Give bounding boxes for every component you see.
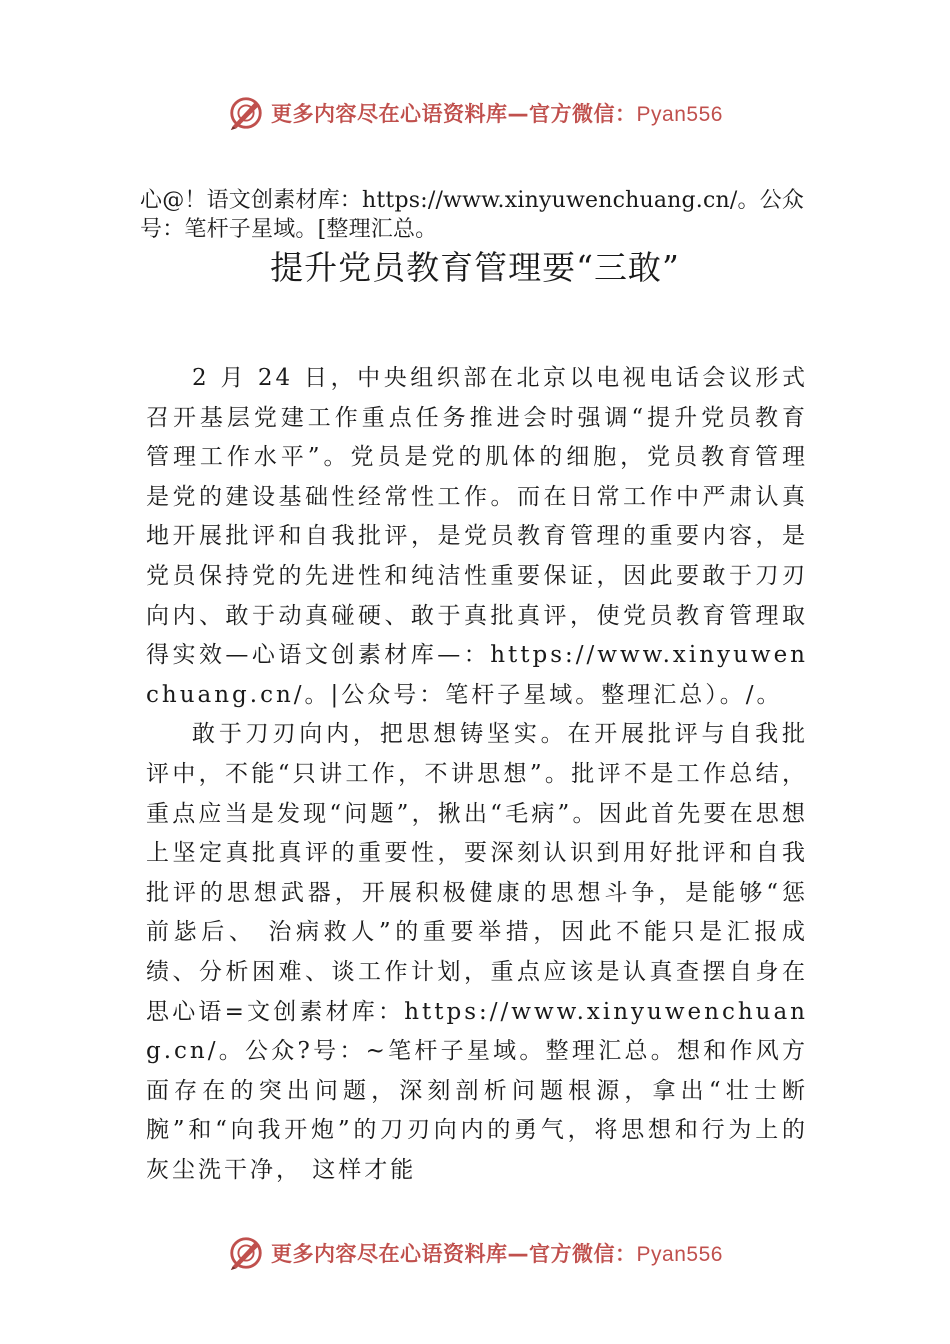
document-title: 提升党员教育管理要“三敢” bbox=[270, 248, 680, 287]
paragraph-1: 2 月 24 日，中央组织部在北京以电视电话会议形式召开基层党建工作重点任务推进会时强调“提升党员教育管理工作水平”。党员是党的肌体的细胞，党员教育管理是党的建设基础性经常性工作。而在日常工作中严肃认真地开展批评和自我批评，是党员教育管理的重要内容，是党员保持党的先进性和纯洁性重要保证，因此要敢于刀刃向内、敢于动真碰硬、敢于真批真评，使党员教育管理取得实效—心语文创素材库—：https://www.xinyuwenchuang.cn/。|公众号：笔杆子星域。整理汇总）。/。 bbox=[146, 365, 808, 708]
document-body bbox=[146, 359, 808, 1190]
banner-wechat-id: Pyan556 bbox=[636, 1243, 723, 1266]
banner-text: 更多内容尽在心语资料库—官方微信：Pyan556 bbox=[271, 1242, 723, 1266]
source-note: 心@！语文创素材库：https://www.xinyuwenchuang.cn/。公众号：笔杆子星域。[整理汇总。 bbox=[140, 188, 805, 242]
banner-text: 更多内容尽在心语资料库—官方微信：Pyan556 bbox=[271, 102, 723, 126]
pen-logo-icon bbox=[227, 94, 265, 132]
banner-wechat-id: Pyan556 bbox=[636, 103, 723, 126]
footer-banner bbox=[0, 1228, 950, 1278]
header-banner bbox=[0, 88, 950, 138]
paragraph-2: 敢于刀刃向内，把思想铸坚实。在开展批评与自我批评中，不能“只讲工作，不讲思想”。批评不是工作总结，重点应当是发现“问题”，揪出“毛病”。因此首先要在思想上坚定真批真评的重要性，要深刻认识到用好批评和自我批评的思想武器，开展积极健康的思想斗争，是能够“惩前毖后、 治病救人”的重要举措，因此不能只是汇报成绩、分析困难、谈工作计划，重点应该是认真查摆自身在思心语=文创素材库：https://www.xinyuwenchuang.cn/。公众?号：~笔杆子星域。整理汇总。想和作风方面存在的突出问题，深刻剖析问题根源，拿出“壮士断腕”和“向我开炮”的刀刃向内的勇气，将思想和行为上的灰尘洗干净， 这样才能 bbox=[146, 721, 808, 1183]
pen-logo-icon bbox=[227, 1234, 265, 1272]
